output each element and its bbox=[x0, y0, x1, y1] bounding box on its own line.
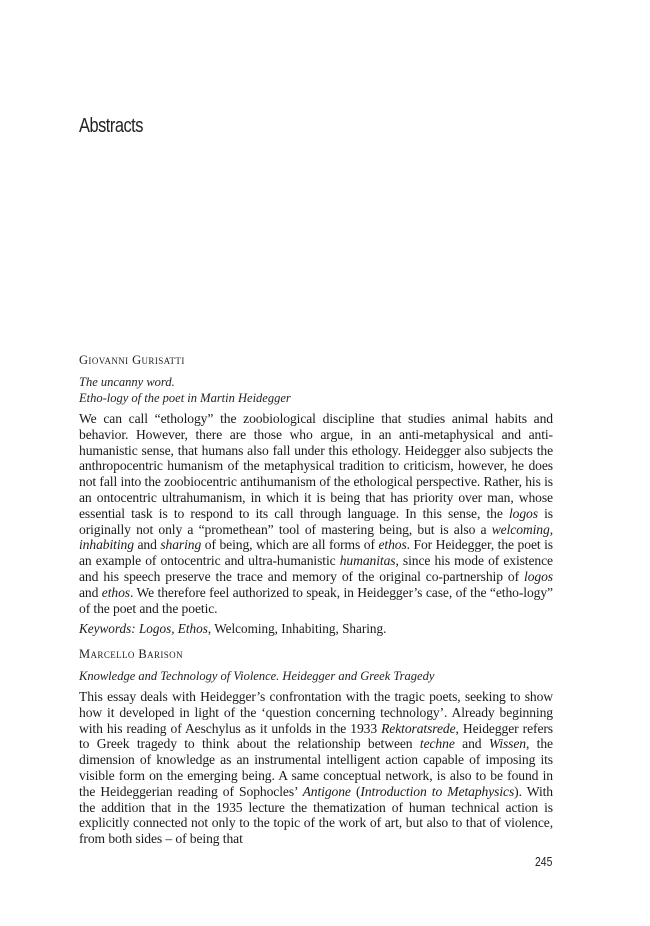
body-emphasis: Introduction to Metaphysics bbox=[360, 783, 515, 799]
title-line-1: The uncanny word. bbox=[79, 375, 175, 389]
body-text: , Heidegger refers to Greek tragedy to think about the relationship between bbox=[79, 720, 553, 752]
abstract-title bbox=[79, 668, 553, 684]
body-emphasis: welcoming, inhabiting bbox=[79, 521, 553, 553]
body-text: is originally not only a “promethean” tool of mastering being, but is also a bbox=[79, 505, 553, 537]
body-text: . We therefore feel authorized to speak, in Heidegger’s case, of the “etho-logy” of the poet and the poetic. bbox=[79, 584, 553, 616]
title-line-2: Etho-logy of the poet in Martin Heidegger bbox=[79, 391, 291, 405]
body-text: , since his mode of existence and his speech preserve the trace and memory of the original co-partnership of bbox=[79, 553, 553, 584]
body-emphasis: sharing bbox=[160, 537, 202, 553]
body-emphasis: Wissen bbox=[488, 736, 527, 752]
keywords-rest: , Welcoming, Inhabiting, Sharing. bbox=[207, 621, 387, 637]
abstract-gurisatti bbox=[79, 353, 553, 637]
body-emphasis: logos bbox=[508, 505, 538, 521]
body-text: ( bbox=[350, 783, 361, 799]
title-line-1: Knowledge and Technology of Violence. Heidegger and Greek Tragedy bbox=[79, 669, 435, 683]
page-heading: Abstracts bbox=[79, 115, 143, 137]
body-emphasis: ethos bbox=[101, 584, 130, 600]
body-text: . For Heidegger, the poet is an example of ontocentric and ultra-humanistic bbox=[79, 537, 553, 569]
abstract-barison bbox=[79, 647, 553, 852]
body-text: of being, which are all forms of bbox=[201, 537, 379, 553]
body-text: and bbox=[79, 584, 102, 600]
abstract-title bbox=[79, 374, 553, 406]
body-emphasis: techne bbox=[419, 736, 455, 752]
body-text: This essay deals with Heidegger’s confrontation with the tragic poets, seeking to show how it developed in light of the ‘question concerning technology’. Already beginning with his reading of Aeschylus as it unfolds in the 1933 bbox=[79, 689, 553, 736]
author-name: Giovanni Gurisatti bbox=[79, 353, 185, 367]
body-text: and bbox=[133, 537, 161, 553]
page-number: 245 bbox=[535, 854, 553, 869]
body-text: , the dimension of knowledge as an instrumental intelligent action capable of imposing its visible form on the emerging being. A same conceptual network, is also to be found in the Heideggerian reading of Sophocles’ bbox=[79, 736, 553, 799]
keywords-italic: Logos, Ethos bbox=[138, 621, 208, 637]
author-name: Marcello Barison bbox=[79, 647, 183, 661]
body-text: and bbox=[454, 736, 489, 752]
abstract-body bbox=[79, 689, 553, 847]
keywords-label: Keywords bbox=[79, 621, 132, 637]
body-emphasis: logos bbox=[524, 568, 553, 584]
abstract-body bbox=[79, 411, 553, 616]
keywords: Keywords: Logos, Ethos, Welcoming, Inhabiting, Sharing. bbox=[79, 621, 387, 637]
body-emphasis: ethos bbox=[378, 537, 407, 553]
body-emphasis: humanitas bbox=[339, 553, 396, 569]
body-text: ). With the addition that in the 1935 lecture the thematization of human technical action is explicitly connected not only to the topic of the work of art, but also to that of violence, from both sides – of being that bbox=[79, 783, 554, 847]
body-text: We can call “ethology” the zoobiological discipline that studies animal habits and behavior. However, there are those who argue, in an anti-metaphysical and anti-humanistic sense, that humans also fall under this ethology. Heidegger also subjects the anthropocentric humanism of the metaphysical tradition to criticism, however, he does not fall into the zoobiocentric antihumanism of the ethological perspective. Rather, his is an ontocentric ultrahumanism, in which it is being that has priority over man, whose essential task is to respond to its call through language. In this sense, the bbox=[79, 411, 553, 521]
body-emphasis: Rektoratsrede bbox=[381, 720, 456, 736]
body-emphasis: Antigone bbox=[302, 783, 351, 799]
